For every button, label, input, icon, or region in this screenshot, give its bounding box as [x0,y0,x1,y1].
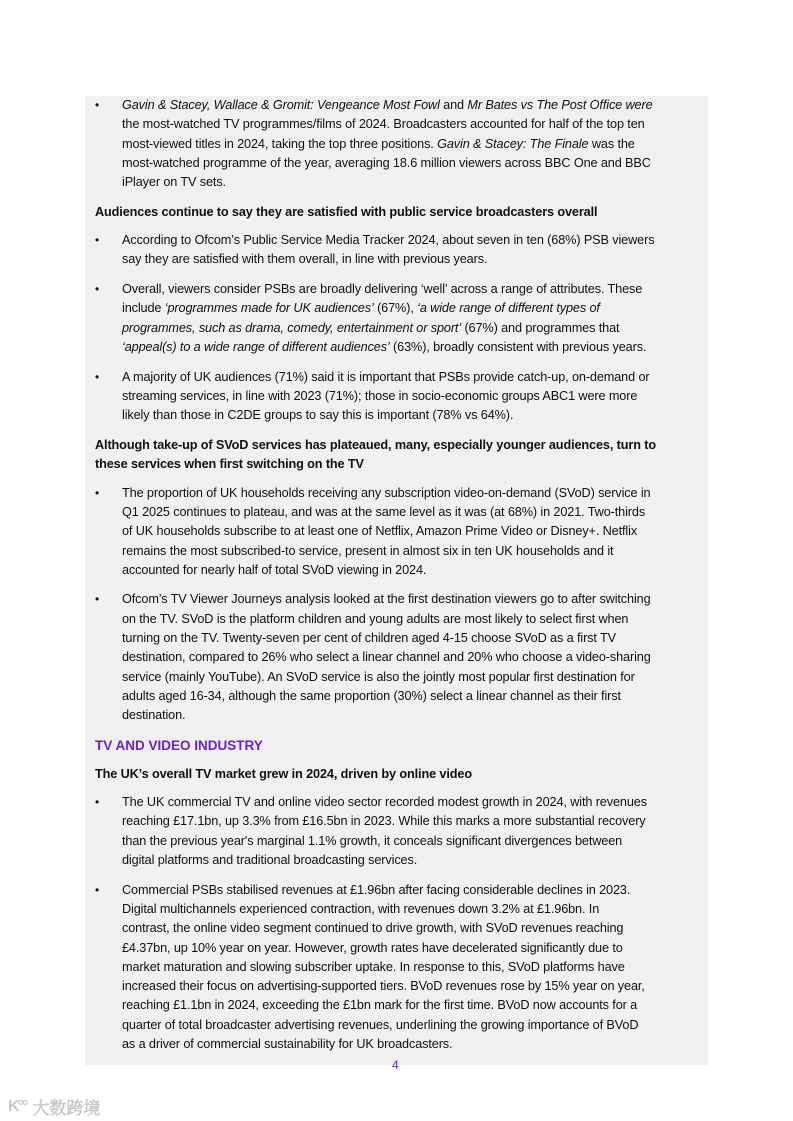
bullet-item [95,96,700,192]
text-line: the most-watched TV programmes/films of 2024. Broadcasters accounted for half of the top ten [122,117,645,132]
text-line: reaching £1.1bn in 2024, exceeding the £1bn mark for the first time. BVoD now accounts for a [122,998,638,1013]
text-run: (63%), broadly consistent with previous years. [389,340,647,355]
text-line: say they are satisfied with them overall, in line with previous years. [122,252,488,267]
text-line [122,299,700,318]
text-line [122,319,700,338]
text-run: and [439,98,468,112]
text-line: turning on the TV. Twenty-seven per cent of children aged 4-15 choose SVoD as a first TV [122,631,616,646]
text-run: (67%) and programmes that [461,320,620,335]
italic-title-text: ‘a wide range of different types of [417,301,600,316]
text-line: these services when first switching on the TV [95,457,364,472]
text-line: on the TV. SVoD is the platform children and young adults are most likely to select first when [122,611,629,626]
text-line: digital platforms and traditional broadcasting services. [122,852,418,867]
bullet-item [95,368,700,426]
text-line: as a driver of commercial sustainability for UK broadcasters. [122,1037,453,1051]
paragraph-heading [95,765,700,784]
text-line: A majority of UK audiences (71%) said it is important that PSBs provide catch-up, on-demand or [122,369,650,384]
text-line: Q1 2025 continues to plateau, and was at the same level as it was (at 68%) in 2021. Two-thirds [122,504,646,519]
italic-title-text: ‘programmes made for UK audiences’ [164,301,374,316]
text-run: include [122,301,165,316]
text-line: Audiences continue to say they are satisfied with public service broadcasters overall [95,204,598,219]
page-number: 4 [392,1058,399,1072]
text-line: The UK’s overall TV market grew in 2024, driven by online video [95,766,472,781]
text-line: likely than those in C2DE groups to say this is important (78% vs 64%). [122,408,514,423]
italic-title-text: Gavin & Stacey, Wallace & Gromit: Vengeance Most Fowl [122,98,440,112]
bullet-item [95,484,700,580]
document-page [85,96,708,1065]
bullet-item [95,793,700,870]
text-line [122,96,700,115]
text-line: Digital multichannels experienced contraction, with revenues down 3.2% at £1.96bn. In [122,901,600,916]
italic-title-text: programmes, such as drama, comedy, entertainment or sport’ [122,320,462,335]
bullet-icon: • [95,882,100,897]
text-line: contrast, the online video segment continued to drive growth, with SVoD revenues reaching [122,921,624,936]
bullet-icon: • [95,233,100,248]
text-line: reaching £17.1bn, up 3.3% from £16.5bn in 2023. While this marks a more substantial recovery [122,814,646,829]
text-line: destination, compared to 26% who select a linear channel and 20% who choose a video-sharing [122,650,651,665]
text-line: market maturation and slowing subscriber uptake. In response to this, SVoD platforms have [122,959,625,974]
text-line: The proportion of UK households receiving any subscription video-on-demand (SVoD) service in [122,485,651,500]
text-line: Ofcom’s TV Viewer Journeys analysis looked at the first destination viewers go to after switching [122,592,651,607]
text-line: Although take-up of SVoD services has plateaued, many, especially younger audiences, turn to [95,438,656,453]
text-line: of UK households subscribe to at least one of Netflix, Amazon Prime Video or Disney+. Netflix [122,524,638,539]
bullet-item [95,881,700,1055]
bullet-item [95,590,700,725]
text-line: The UK commercial TV and online video sector recorded modest growth in 2024, with revenues [122,795,647,810]
bullet-item [95,231,700,270]
watermark-text: 大数跨境 [32,1099,101,1118]
watermark-logo-icon: K°° [8,1097,27,1115]
bullet-icon: • [95,282,100,297]
text-line: adults aged 16-34, although the same proportion (30%) select a linear channel as their first [122,688,621,703]
text-line: increased their focus on advertising-supported tiers. BVoD revenues rose by 15% year on year, [122,979,645,994]
watermark [8,1094,100,1119]
text-line: TV AND VIDEO INDUSTRY [95,737,263,753]
text-run: was the [588,136,635,151]
text-line: Overall, viewers consider PSBs are broadly delivering ‘well’ across a range of attributes. These [122,282,643,297]
text-run: most-viewed titles in 2024, taking the top three positions. [122,136,438,151]
italic-title-text: Mr Bates vs The Post Office were [467,98,653,112]
bullet-icon: • [95,98,100,112]
text-line [122,135,700,154]
section-heading [95,736,700,755]
text-line: streaming services, in line with 2023 (71%); those in socio-economic groups ABC1 were more [122,389,638,404]
bullet-icon: • [95,485,100,500]
text-line: £4.37bn, up 10% year on year. However, growth rates have decelerated significantly due to [122,940,623,955]
paragraph-heading [95,436,700,475]
text-line: most-watched programme of the year, averaging 18.6 million viewers across BBC One and BBC [122,155,651,170]
italic-title-text: ‘appeal(s) to a wide range of different audiences’ [122,340,390,355]
text-line: According to Ofcom’s Public Service Media Tracker 2024, about seven in ten (68%) PSB viewers [122,233,655,248]
text-line: than the previous year's marginal 1.1% growth, it conceals significant divergences between [122,833,623,848]
bullet-icon: • [95,592,100,607]
bullet-item [95,280,700,357]
text-line: service (mainly YouTube). An SVoD service is also the jointly most popular first destination for [122,669,635,684]
text-line: Commercial PSBs stabilised revenues at £1.96bn after facing considerable declines in 2023. [122,882,631,897]
text-line [122,338,700,357]
bullet-icon: • [95,795,100,810]
text-run: (67%), [373,301,418,316]
text-line: iPlayer on TV sets. [122,175,226,190]
bullet-icon: • [95,369,100,384]
paragraph-heading [95,203,700,222]
italic-title-text: Gavin & Stacey: The Finale [437,136,589,151]
text-line: quarter of total broadcaster advertising revenues, underlining the growing importance of BVoD [122,1017,639,1032]
text-line: accounted for nearly half of total SVoD viewing in 2024. [122,562,427,577]
page-content [95,96,700,1065]
text-line: destination. [122,708,186,723]
text-line: remains the most subscribed-to service, present in almost six in ten UK households and it [122,543,614,558]
